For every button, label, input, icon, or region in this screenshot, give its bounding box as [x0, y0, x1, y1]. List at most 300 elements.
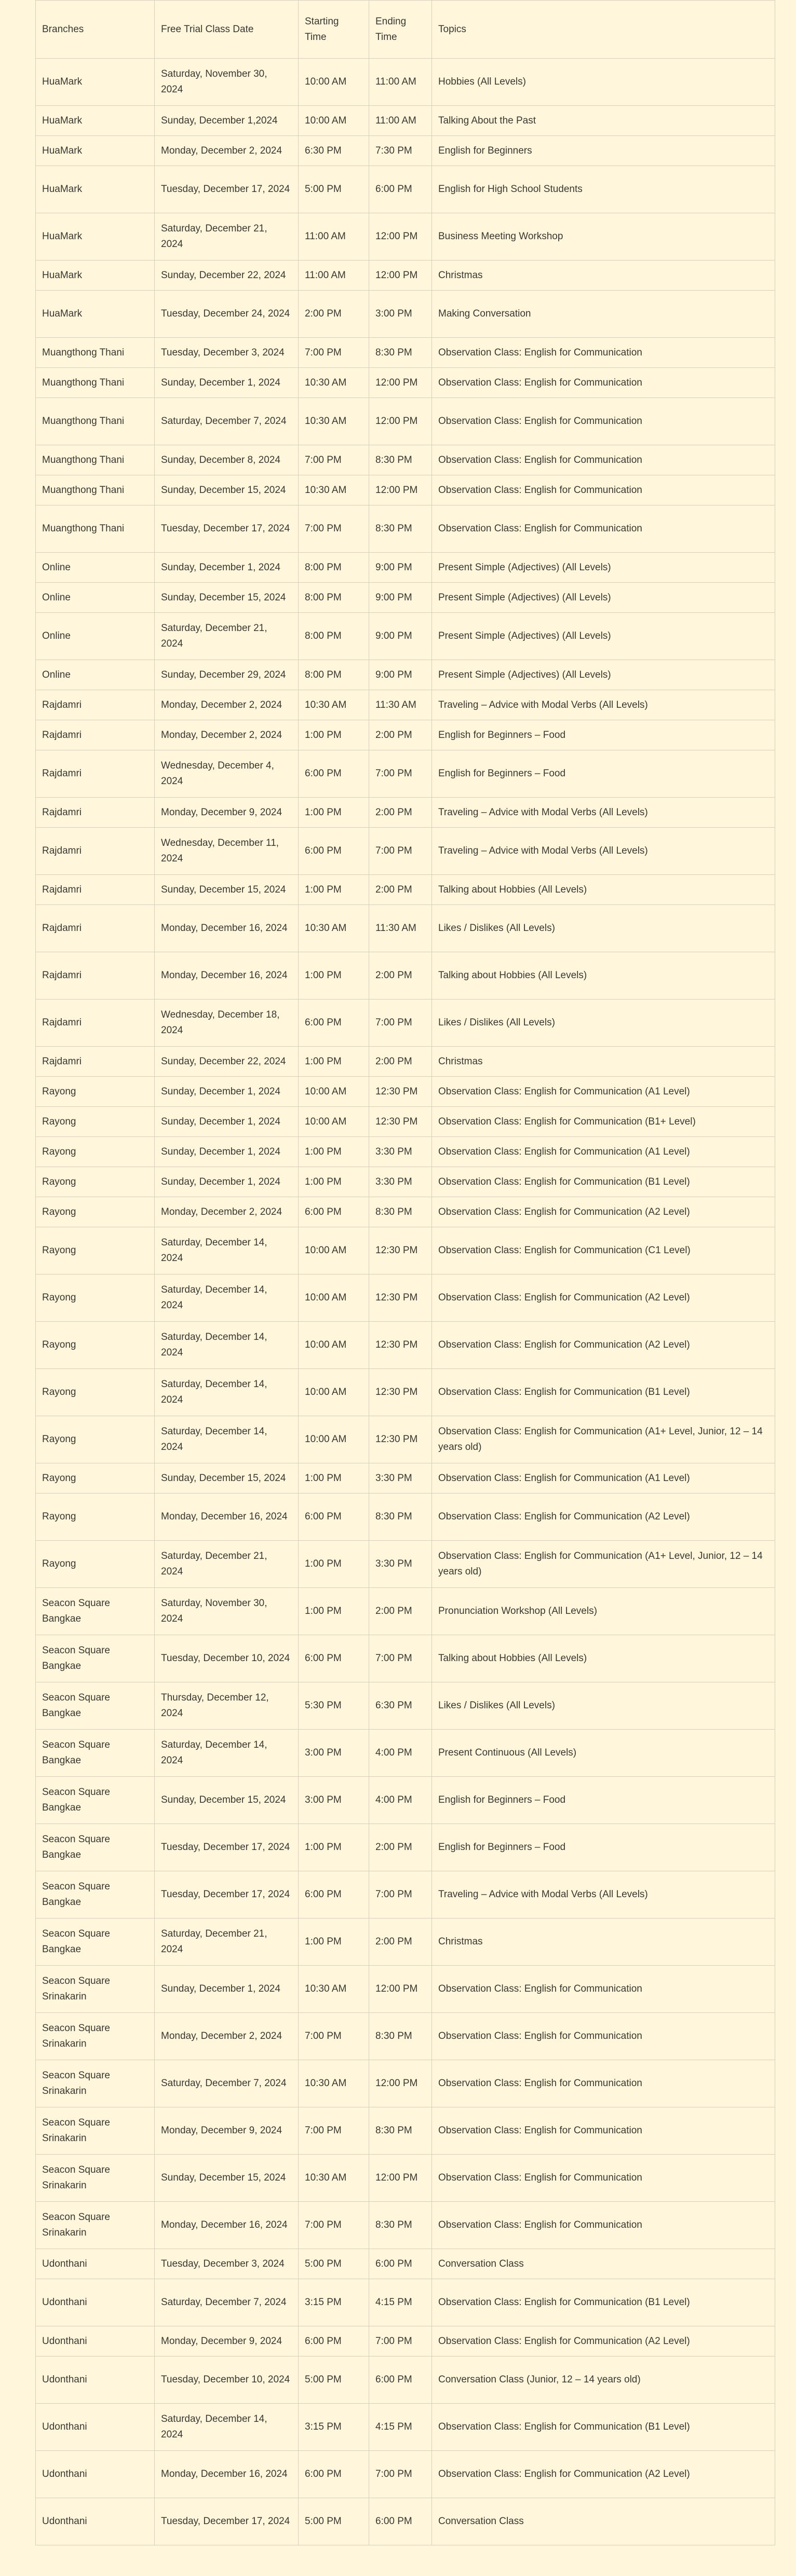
- table-header: [36, 1, 775, 59]
- cell-date: Sunday, December 1, 2024: [155, 1167, 299, 1197]
- cell-ending-time: 6:00 PM: [369, 2498, 432, 2545]
- table-row: [36, 166, 775, 213]
- cell-branch: HuaMark: [36, 291, 155, 338]
- table-row: [36, 1824, 775, 1871]
- cell-ending-time: 11:30 AM: [369, 905, 432, 952]
- cell-branch: Rajdamri: [36, 798, 155, 828]
- cell-topic: Observation Class: English for Communication: [432, 2202, 775, 2249]
- cell-branch: Rayong: [36, 1197, 155, 1227]
- cell-date: Tuesday, December 24, 2024: [155, 291, 299, 338]
- cell-starting-time: 10:30 AM: [299, 905, 369, 952]
- table-row: [36, 475, 775, 505]
- table-row: [36, 1966, 775, 2013]
- table-row: [36, 1047, 775, 1077]
- cell-topic: Likes / Dislikes (All Levels): [432, 1682, 775, 1730]
- table-row: [36, 368, 775, 398]
- header-date: Free Trial Class Date: [155, 1, 299, 59]
- cell-date: Saturday, November 30, 2024: [155, 1588, 299, 1635]
- cell-ending-time: 7:00 PM: [369, 2326, 432, 2356]
- table-row: [36, 2107, 775, 2155]
- cell-topic: Observation Class: English for Communication (A2 Level): [432, 1197, 775, 1227]
- cell-date: Sunday, December 15, 2024: [155, 583, 299, 613]
- cell-starting-time: 7:00 PM: [299, 2107, 369, 2155]
- cell-date: Wednesday, December 4, 2024: [155, 750, 299, 798]
- cell-date: Saturday, December 14, 2024: [155, 1227, 299, 1275]
- cell-topic: Making Conversation: [432, 291, 775, 338]
- cell-date: Saturday, December 7, 2024: [155, 398, 299, 445]
- cell-date: Sunday, December 15, 2024: [155, 2155, 299, 2202]
- cell-topic: Observation Class: English for Communication: [432, 2155, 775, 2202]
- cell-branch: Udonthani: [36, 2498, 155, 2545]
- cell-branch: Muangthong Thani: [36, 505, 155, 553]
- cell-date: Saturday, December 14, 2024: [155, 1730, 299, 1777]
- cell-date: Monday, December 9, 2024: [155, 2107, 299, 2155]
- cell-starting-time: 6:00 PM: [299, 999, 369, 1047]
- cell-topic: Observation Class: English for Communication (C1 Level): [432, 1227, 775, 1275]
- cell-branch: Rayong: [36, 1322, 155, 1369]
- cell-topic: Traveling – Advice with Modal Verbs (All Levels): [432, 690, 775, 720]
- cell-date: Sunday, December 8, 2024: [155, 445, 299, 475]
- cell-starting-time: 1:00 PM: [299, 1167, 369, 1197]
- table-row: [36, 1167, 775, 1197]
- cell-starting-time: 11:00 AM: [299, 213, 369, 261]
- cell-ending-time: 11:30 AM: [369, 690, 432, 720]
- cell-topic: Observation Class: English for Communication: [432, 445, 775, 475]
- cell-ending-time: 6:00 PM: [369, 2356, 432, 2404]
- cell-branch: Seacon Square Srinakarin: [36, 1966, 155, 2013]
- cell-branch: Rajdamri: [36, 905, 155, 952]
- cell-branch: Seacon Square Srinakarin: [36, 2107, 155, 2155]
- cell-topic: Observation Class: English for Communication (A2 Level): [432, 1275, 775, 1322]
- cell-branch: Rayong: [36, 1463, 155, 1493]
- cell-date: Saturday, December 14, 2024: [155, 1322, 299, 1369]
- table-row: [36, 999, 775, 1047]
- cell-ending-time: 6:00 PM: [369, 2249, 432, 2279]
- cell-ending-time: 12:30 PM: [369, 1107, 432, 1137]
- cell-branch: Muangthong Thani: [36, 368, 155, 398]
- cell-ending-time: 12:00 PM: [369, 213, 432, 261]
- cell-starting-time: 10:00 AM: [299, 1107, 369, 1137]
- cell-ending-time: 3:30 PM: [369, 1463, 432, 1493]
- table-row: [36, 1730, 775, 1777]
- cell-topic: Observation Class: English for Communication (B1 Level): [432, 2404, 775, 2451]
- cell-topic: Observation Class: English for Communication: [432, 398, 775, 445]
- table-body: [36, 59, 775, 2545]
- header-ending-time: Ending Time: [369, 1, 432, 59]
- table-row: [36, 2404, 775, 2451]
- cell-starting-time: 1:00 PM: [299, 1588, 369, 1635]
- cell-date: Saturday, November 30, 2024: [155, 59, 299, 106]
- cell-branch: Seacon Square Bangkae: [36, 1777, 155, 1824]
- cell-branch: Rayong: [36, 1416, 155, 1463]
- table-row: [36, 1493, 775, 1541]
- schedule-container: [35, 0, 775, 2545]
- cell-branch: Rajdamri: [36, 750, 155, 798]
- cell-topic: Observation Class: English for Communication: [432, 2107, 775, 2155]
- cell-ending-time: 12:00 PM: [369, 2060, 432, 2107]
- cell-starting-time: 10:00 AM: [299, 59, 369, 106]
- cell-ending-time: 11:00 AM: [369, 106, 432, 136]
- cell-starting-time: 10:30 AM: [299, 368, 369, 398]
- cell-starting-time: 7:00 PM: [299, 505, 369, 553]
- cell-date: Tuesday, December 17, 2024: [155, 505, 299, 553]
- table-row: [36, 1137, 775, 1167]
- cell-date: Sunday, December 1, 2024: [155, 1107, 299, 1137]
- cell-branch: Seacon Square Bangkae: [36, 1824, 155, 1871]
- table-row: [36, 1369, 775, 1416]
- trial-class-table: [35, 0, 775, 2545]
- cell-ending-time: 8:30 PM: [369, 2202, 432, 2249]
- cell-branch: Udonthani: [36, 2451, 155, 2498]
- cell-starting-time: 3:15 PM: [299, 2404, 369, 2451]
- cell-starting-time: 10:30 AM: [299, 398, 369, 445]
- cell-branch: HuaMark: [36, 166, 155, 213]
- cell-topic: Observation Class: English for Communication: [432, 2060, 775, 2107]
- cell-starting-time: 1:00 PM: [299, 1541, 369, 1588]
- cell-date: Tuesday, December 17, 2024: [155, 166, 299, 213]
- cell-ending-time: 4:00 PM: [369, 1777, 432, 1824]
- cell-date: Saturday, December 21, 2024: [155, 1919, 299, 1966]
- cell-date: Sunday, December 1, 2024: [155, 368, 299, 398]
- table-row: [36, 2326, 775, 2356]
- cell-topic: Observation Class: English for Communication: [432, 368, 775, 398]
- cell-ending-time: 12:00 PM: [369, 261, 432, 291]
- cell-ending-time: 12:30 PM: [369, 1227, 432, 1275]
- cell-ending-time: 3:30 PM: [369, 1167, 432, 1197]
- table-row: [36, 445, 775, 475]
- table-row: [36, 59, 775, 106]
- cell-date: Thursday, December 12, 2024: [155, 1682, 299, 1730]
- cell-branch: Online: [36, 583, 155, 613]
- table-row: [36, 338, 775, 368]
- cell-topic: English for High School Students: [432, 166, 775, 213]
- cell-topic: English for Beginners: [432, 136, 775, 166]
- table-row: [36, 1635, 775, 1682]
- cell-ending-time: 6:00 PM: [369, 166, 432, 213]
- cell-topic: Present Simple (Adjectives) (All Levels): [432, 660, 775, 690]
- table-row: [36, 1322, 775, 1369]
- table-row: [36, 106, 775, 136]
- cell-ending-time: 4:15 PM: [369, 2404, 432, 2451]
- cell-branch: Rayong: [36, 1369, 155, 1416]
- cell-topic: Pronunciation Workshop (All Levels): [432, 1588, 775, 1635]
- cell-topic: Hobbies (All Levels): [432, 59, 775, 106]
- cell-branch: Rajdamri: [36, 1047, 155, 1077]
- cell-branch: Rajdamri: [36, 952, 155, 999]
- cell-starting-time: 1:00 PM: [299, 720, 369, 750]
- cell-ending-time: 3:30 PM: [369, 1541, 432, 1588]
- cell-branch: Online: [36, 613, 155, 660]
- table-row: [36, 875, 775, 905]
- cell-ending-time: 7:00 PM: [369, 750, 432, 798]
- cell-topic: Likes / Dislikes (All Levels): [432, 905, 775, 952]
- cell-ending-time: 2:00 PM: [369, 798, 432, 828]
- cell-date: Saturday, December 7, 2024: [155, 2060, 299, 2107]
- cell-date: Sunday, December 22, 2024: [155, 261, 299, 291]
- cell-branch: Rajdamri: [36, 828, 155, 875]
- cell-date: Sunday, December 15, 2024: [155, 875, 299, 905]
- cell-starting-time: 10:00 AM: [299, 1369, 369, 1416]
- cell-branch: Seacon Square Bangkae: [36, 1588, 155, 1635]
- cell-ending-time: 2:00 PM: [369, 1824, 432, 1871]
- table-row: [36, 505, 775, 553]
- cell-branch: Udonthani: [36, 2326, 155, 2356]
- cell-ending-time: 7:30 PM: [369, 136, 432, 166]
- cell-ending-time: 12:00 PM: [369, 475, 432, 505]
- cell-topic: Observation Class: English for Communication (A1 Level): [432, 1463, 775, 1493]
- cell-date: Saturday, December 7, 2024: [155, 2279, 299, 2326]
- cell-branch: Rayong: [36, 1137, 155, 1167]
- cell-date: Saturday, December 14, 2024: [155, 2404, 299, 2451]
- table-row: [36, 1871, 775, 1919]
- cell-date: Saturday, December 21, 2024: [155, 213, 299, 261]
- cell-topic: Observation Class: English for Communication (A2 Level): [432, 1322, 775, 1369]
- cell-ending-time: 9:00 PM: [369, 660, 432, 690]
- table-row: [36, 798, 775, 828]
- table-row: [36, 136, 775, 166]
- cell-topic: Observation Class: English for Communication (A2 Level): [432, 2326, 775, 2356]
- cell-ending-time: 8:30 PM: [369, 338, 432, 368]
- table-row: [36, 2279, 775, 2326]
- cell-branch: Seacon Square Bangkae: [36, 1919, 155, 1966]
- cell-date: Monday, December 16, 2024: [155, 952, 299, 999]
- cell-branch: Muangthong Thani: [36, 398, 155, 445]
- cell-ending-time: 2:00 PM: [369, 720, 432, 750]
- cell-starting-time: 7:00 PM: [299, 2013, 369, 2060]
- cell-branch: Rayong: [36, 1077, 155, 1107]
- cell-ending-time: 3:30 PM: [369, 1137, 432, 1167]
- cell-starting-time: 5:00 PM: [299, 2356, 369, 2404]
- cell-date: Tuesday, December 17, 2024: [155, 2498, 299, 2545]
- cell-starting-time: 10:30 AM: [299, 690, 369, 720]
- table-row: [36, 1107, 775, 1137]
- cell-branch: Seacon Square Bangkae: [36, 1635, 155, 1682]
- cell-branch: Rayong: [36, 1227, 155, 1275]
- cell-topic: Christmas: [432, 1047, 775, 1077]
- cell-date: Sunday, December 1, 2024: [155, 1077, 299, 1107]
- cell-date: Monday, December 16, 2024: [155, 2202, 299, 2249]
- cell-ending-time: 4:00 PM: [369, 1730, 432, 1777]
- cell-topic: Observation Class: English for Communication (B1 Level): [432, 1369, 775, 1416]
- cell-topic: Observation Class: English for Communication (A1 Level): [432, 1137, 775, 1167]
- cell-ending-time: 8:30 PM: [369, 445, 432, 475]
- table-row: [36, 1682, 775, 1730]
- table-row: [36, 2249, 775, 2279]
- header-starting-time: Starting Time: [299, 1, 369, 59]
- cell-date: Sunday, December 29, 2024: [155, 660, 299, 690]
- cell-starting-time: 8:00 PM: [299, 583, 369, 613]
- cell-topic: Present Simple (Adjectives) (All Levels): [432, 553, 775, 583]
- cell-starting-time: 6:00 PM: [299, 2326, 369, 2356]
- table-row: [36, 828, 775, 875]
- table-row: [36, 720, 775, 750]
- cell-ending-time: 7:00 PM: [369, 1871, 432, 1919]
- table-row: [36, 613, 775, 660]
- cell-topic: Observation Class: English for Communication: [432, 475, 775, 505]
- cell-topic: Conversation Class: [432, 2498, 775, 2545]
- cell-date: Saturday, December 14, 2024: [155, 1416, 299, 1463]
- cell-starting-time: 6:00 PM: [299, 1635, 369, 1682]
- cell-starting-time: 7:00 PM: [299, 2202, 369, 2249]
- cell-starting-time: 1:00 PM: [299, 952, 369, 999]
- cell-topic: Observation Class: English for Communication (A2 Level): [432, 1493, 775, 1541]
- table-row: [36, 750, 775, 798]
- cell-topic: Observation Class: English for Communication (A2 Level): [432, 2451, 775, 2498]
- cell-ending-time: 12:30 PM: [369, 1077, 432, 1107]
- table-row: [36, 2060, 775, 2107]
- cell-starting-time: 3:00 PM: [299, 1777, 369, 1824]
- cell-starting-time: 10:00 AM: [299, 1275, 369, 1322]
- cell-branch: Seacon Square Bangkae: [36, 1682, 155, 1730]
- cell-date: Tuesday, December 10, 2024: [155, 1635, 299, 1682]
- cell-ending-time: 12:30 PM: [369, 1275, 432, 1322]
- cell-date: Sunday, December 1, 2024: [155, 1966, 299, 2013]
- cell-branch: Online: [36, 553, 155, 583]
- cell-branch: Rajdamri: [36, 690, 155, 720]
- cell-topic: Traveling – Advice with Modal Verbs (All Levels): [432, 1871, 775, 1919]
- cell-branch: HuaMark: [36, 136, 155, 166]
- cell-topic: Observation Class: English for Communication (A1 Level): [432, 1077, 775, 1107]
- cell-starting-time: 6:00 PM: [299, 828, 369, 875]
- cell-topic: Traveling – Advice with Modal Verbs (All Levels): [432, 828, 775, 875]
- table-row: [36, 553, 775, 583]
- cell-ending-time: 12:00 PM: [369, 368, 432, 398]
- cell-ending-time: 4:15 PM: [369, 2279, 432, 2326]
- header-topics: Topics: [432, 1, 775, 59]
- cell-date: Sunday, December 15, 2024: [155, 1463, 299, 1493]
- cell-ending-time: 9:00 PM: [369, 613, 432, 660]
- cell-topic: Observation Class: English for Communication: [432, 2013, 775, 2060]
- cell-date: Monday, December 2, 2024: [155, 2013, 299, 2060]
- cell-topic: Talking About the Past: [432, 106, 775, 136]
- cell-branch: HuaMark: [36, 59, 155, 106]
- cell-starting-time: 3:15 PM: [299, 2279, 369, 2326]
- cell-starting-time: 10:00 AM: [299, 1416, 369, 1463]
- cell-topic: Conversation Class: [432, 2249, 775, 2279]
- cell-ending-time: 12:00 PM: [369, 2155, 432, 2202]
- table-row: [36, 2013, 775, 2060]
- cell-starting-time: 10:00 AM: [299, 1322, 369, 1369]
- cell-branch: Seacon Square Bangkae: [36, 1730, 155, 1777]
- cell-ending-time: 9:00 PM: [369, 583, 432, 613]
- cell-branch: Rayong: [36, 1493, 155, 1541]
- cell-topic: Christmas: [432, 1919, 775, 1966]
- table-row: [36, 690, 775, 720]
- cell-date: Monday, December 16, 2024: [155, 905, 299, 952]
- cell-starting-time: 1:00 PM: [299, 798, 369, 828]
- cell-ending-time: 7:00 PM: [369, 999, 432, 1047]
- table-row: [36, 952, 775, 999]
- cell-starting-time: 8:00 PM: [299, 660, 369, 690]
- cell-starting-time: 7:00 PM: [299, 338, 369, 368]
- cell-branch: Muangthong Thani: [36, 475, 155, 505]
- cell-topic: Observation Class: English for Communication: [432, 505, 775, 553]
- cell-topic: English for Beginners – Food: [432, 1824, 775, 1871]
- cell-branch: HuaMark: [36, 261, 155, 291]
- cell-ending-time: 2:00 PM: [369, 875, 432, 905]
- cell-starting-time: 6:00 PM: [299, 1197, 369, 1227]
- cell-starting-time: 5:30 PM: [299, 1682, 369, 1730]
- cell-starting-time: 10:00 AM: [299, 1227, 369, 1275]
- cell-date: Sunday, December 1, 2024: [155, 1137, 299, 1167]
- cell-starting-time: 1:00 PM: [299, 1463, 369, 1493]
- cell-branch: Seacon Square Srinakarin: [36, 2060, 155, 2107]
- cell-starting-time: 6:00 PM: [299, 750, 369, 798]
- cell-branch: Udonthani: [36, 2404, 155, 2451]
- table-row: [36, 1541, 775, 1588]
- cell-starting-time: 1:00 PM: [299, 1047, 369, 1077]
- cell-branch: Seacon Square Srinakarin: [36, 2013, 155, 2060]
- table-row: [36, 213, 775, 261]
- cell-branch: Seacon Square Srinakarin: [36, 2155, 155, 2202]
- cell-ending-time: 8:30 PM: [369, 1493, 432, 1541]
- cell-topic: Talking about Hobbies (All Levels): [432, 1635, 775, 1682]
- cell-topic: Christmas: [432, 261, 775, 291]
- table-row: [36, 660, 775, 690]
- header-row: [36, 1, 775, 59]
- cell-branch: Online: [36, 660, 155, 690]
- cell-date: Saturday, December 14, 2024: [155, 1275, 299, 1322]
- cell-topic: Observation Class: English for Communication (B1 Level): [432, 1167, 775, 1197]
- cell-ending-time: 7:00 PM: [369, 1635, 432, 1682]
- cell-branch: HuaMark: [36, 213, 155, 261]
- cell-starting-time: 1:00 PM: [299, 1824, 369, 1871]
- cell-starting-time: 7:00 PM: [299, 445, 369, 475]
- cell-topic: Present Continuous (All Levels): [432, 1730, 775, 1777]
- cell-starting-time: 11:00 AM: [299, 261, 369, 291]
- cell-ending-time: 12:30 PM: [369, 1322, 432, 1369]
- cell-date: Saturday, December 21, 2024: [155, 613, 299, 660]
- cell-branch: Rayong: [36, 1107, 155, 1137]
- cell-date: Tuesday, December 3, 2024: [155, 338, 299, 368]
- cell-ending-time: 2:00 PM: [369, 1047, 432, 1077]
- cell-date: Tuesday, December 17, 2024: [155, 1871, 299, 1919]
- cell-topic: English for Beginners – Food: [432, 720, 775, 750]
- cell-starting-time: 6:00 PM: [299, 1871, 369, 1919]
- cell-date: Monday, December 2, 2024: [155, 136, 299, 166]
- table-row: [36, 398, 775, 445]
- cell-date: Monday, December 2, 2024: [155, 720, 299, 750]
- cell-starting-time: 10:00 AM: [299, 1077, 369, 1107]
- table-row: [36, 905, 775, 952]
- cell-branch: Muangthong Thani: [36, 445, 155, 475]
- cell-branch: Muangthong Thani: [36, 338, 155, 368]
- cell-ending-time: 3:00 PM: [369, 291, 432, 338]
- header-branches: Branches: [36, 1, 155, 59]
- cell-date: Monday, December 2, 2024: [155, 690, 299, 720]
- cell-ending-time: 12:00 PM: [369, 1966, 432, 2013]
- table-row: [36, 1777, 775, 1824]
- cell-ending-time: 11:00 AM: [369, 59, 432, 106]
- cell-starting-time: 1:00 PM: [299, 1137, 369, 1167]
- cell-ending-time: 8:30 PM: [369, 1197, 432, 1227]
- cell-branch: Rayong: [36, 1275, 155, 1322]
- cell-starting-time: 5:00 PM: [299, 2498, 369, 2545]
- cell-ending-time: 9:00 PM: [369, 553, 432, 583]
- cell-starting-time: 8:00 PM: [299, 553, 369, 583]
- cell-branch: Rajdamri: [36, 720, 155, 750]
- table-row: [36, 1919, 775, 1966]
- cell-ending-time: 12:00 PM: [369, 398, 432, 445]
- cell-branch: Udonthani: [36, 2356, 155, 2404]
- table-row: [36, 1197, 775, 1227]
- table-row: [36, 1275, 775, 1322]
- cell-starting-time: 10:00 AM: [299, 106, 369, 136]
- cell-date: Saturday, December 14, 2024: [155, 1369, 299, 1416]
- table-row: [36, 2202, 775, 2249]
- cell-starting-time: 10:30 AM: [299, 2060, 369, 2107]
- cell-branch: Rayong: [36, 1541, 155, 1588]
